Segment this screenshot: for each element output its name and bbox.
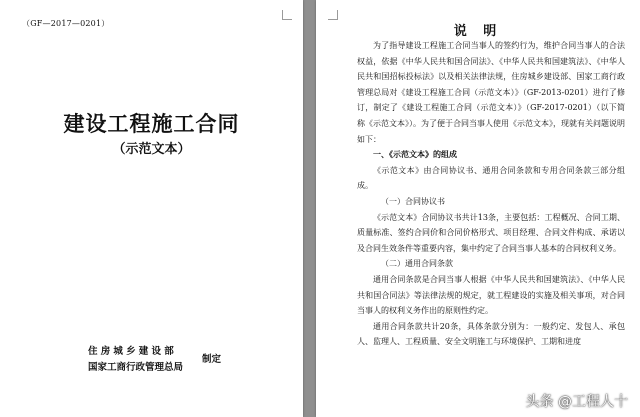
document-subtitle: （示范文本） xyxy=(112,142,191,157)
paragraph: 《示范文本》合同协议书共计13条，主要包括：工程概况、合同工期、质量标准、签约合同价和合同价格形式、项目经理、合同文件构成、承诺以及合同生效条件等重要内容，集中约定了合同当事人基本的合同权利义务。 xyxy=(357,212,625,253)
section-heading: 一、《示范文本》的组成 xyxy=(373,149,457,160)
subsection-heading: （一）合同协议书 xyxy=(381,196,445,206)
issued-label: 制定 xyxy=(202,354,222,365)
document-title: 建设工程施工合同 xyxy=(63,111,240,136)
issuer-ministry: 住房城乡建设部 xyxy=(88,346,177,357)
subsection-heading: （二）通用合同条款 xyxy=(381,259,453,269)
explanation-heading: 说 明 xyxy=(453,24,503,39)
issuer-administration: 国家工商行政管理总局 xyxy=(88,362,184,373)
paragraph: 《示范文本》由合同协议书、通用合同条款和专用合同条款三部分组成。 xyxy=(357,165,625,191)
page-corner-mark xyxy=(328,10,338,20)
paragraph-intro: 为了指导建设工程施工合同当事人的签约行为，维护合同当事人的合法权益，依据《中华人民共和国合同法》、《中华人民共和国建筑法》、《中华人民共和国招标投标法》以及相关法律法规，住房城乡建设部、国家工商行政管理总局对《建设工程施工合同（示范文本）》（GF-2013-0201）进行了修订，制定了《建设工程施工合同（示范文本）》（GF-2017-0201）（以下简称《示范文本》）。为了便于合同当事人使用《示范文本》，现就有关问题说明如下： xyxy=(357,41,625,144)
page-corner-mark xyxy=(282,10,292,20)
paragraph: 通用合同条款共计20条，具体条款分别为：一般约定、发包人、承包人、监理人、工程质量、安全文明施工与环境保护、工期和进度 xyxy=(357,321,625,347)
document-page-cover xyxy=(0,0,303,417)
document-page-explanation xyxy=(316,0,640,417)
explanation-body xyxy=(357,38,625,350)
document-code: （GF—2017—0201） xyxy=(22,19,110,28)
paragraph: 通用合同条款是合同当事人根据《中华人民共和国建筑法》、《中华人民共和国合同法》等法律法规的规定，就工程建设的实施及相关事项，对合同当事人的权利义务作出的原则性约定。 xyxy=(357,274,625,316)
source-watermark: 头条 @工程人十 xyxy=(525,394,628,410)
